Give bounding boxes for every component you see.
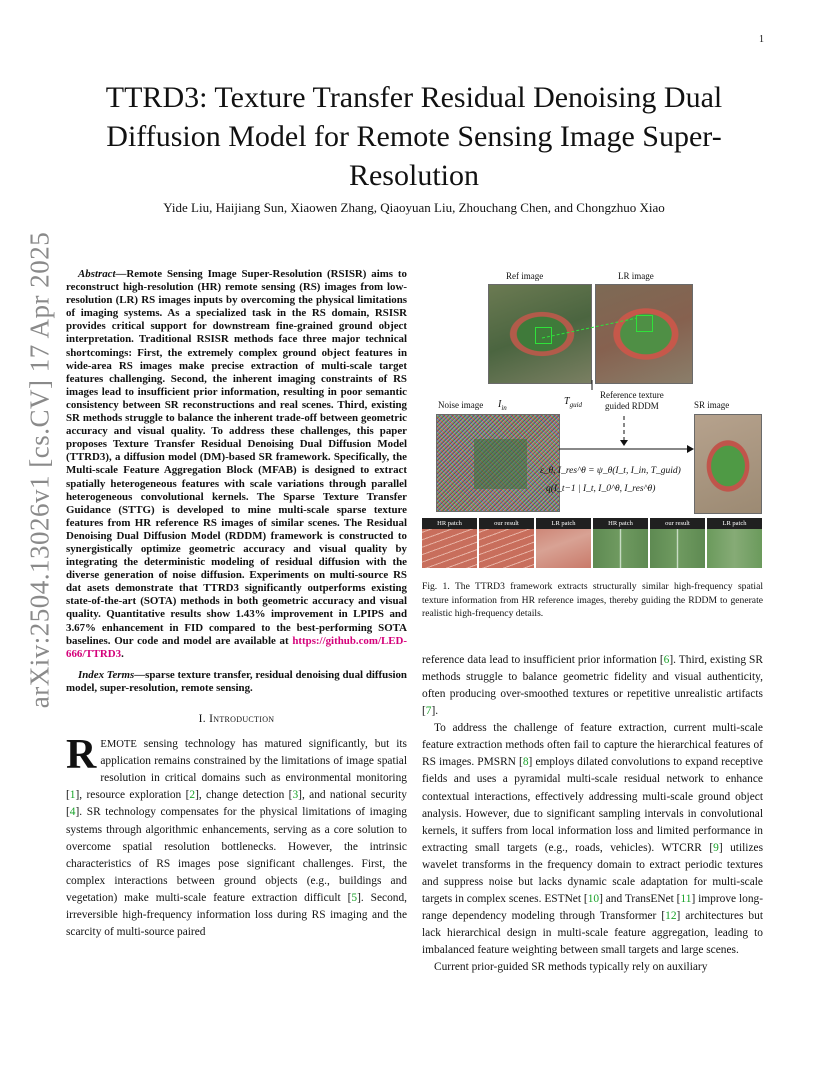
figure-caption: Fig. 1. The TTRD3 framework extracts structurally similar high-frequency spatial texture information from HR reference images, thereby guiding the RDDM to generate realistic high-frequency details.: [422, 581, 763, 620]
ref-texture-line-1: Reference texture: [600, 390, 664, 400]
sr-image: [694, 414, 762, 514]
citation-link[interactable]: 5: [351, 891, 358, 904]
patch-label-3: LR patch: [536, 518, 591, 529]
patch-6: [707, 518, 762, 568]
patch-link-line: [542, 318, 637, 338]
page-number: 1: [759, 34, 764, 45]
intro-paragraph-2: [422, 720, 763, 959]
t-guid-subscript: guid: [569, 401, 583, 409]
citation-link[interactable]: 1: [69, 789, 76, 802]
patch-label-1: HR patch: [422, 518, 477, 529]
patch-5: [650, 518, 705, 568]
citation-link[interactable]: 2: [189, 789, 196, 802]
index-terms-text: —sparse texture transfer, residual denoising dual diffusion model, super-resolution, remote sensing.: [66, 668, 407, 694]
intro-paragraph-1-text: [66, 732, 408, 939]
small-caps-lead: EMOTE: [100, 739, 137, 751]
guidance-arrowhead: [620, 440, 628, 446]
equation-2: q(I_t−1 | I_t, I_0^θ, I_res^θ): [546, 484, 656, 494]
body-text: ], resource exploration [: [75, 789, 190, 802]
citation-link[interactable]: 9: [713, 841, 719, 854]
equation-1: ε_θ, I_res^θ = ψ_θ(I_t, I_in, T_guid): [540, 466, 681, 476]
body-text: To address the challenge of feature extraction, current multi-scale feature extraction methods often fail to capture the hierarchical features of RS images. PMSRN [: [422, 722, 763, 769]
i-in-subscript: in: [501, 404, 507, 412]
index-terms: [66, 669, 407, 695]
paper-title: TTRD3: Texture Transfer Residual Denoising Dual Diffusion Model for Remote Sensing Image Super-Resolution: [105, 81, 723, 192]
patch-3: [536, 518, 591, 568]
section-number: I.: [198, 713, 206, 725]
i-in-symbol: I: [498, 399, 502, 410]
citation-link[interactable]: 10: [587, 893, 600, 906]
citation-link[interactable]: 8: [522, 756, 529, 769]
figure-1: [422, 268, 763, 568]
body-text: ] employs dilated convolutions to expand receptive fields and uses a pyramidal multi-scale residual network to enhance contextual interactions, effectively addressing multi-scale ground object analysis. However, due to significant sampling intervals in convolutional kernels, it suffers from local information loss and limited performance in extracting small targets (e.g., roads, vehicles). WTCRR [: [422, 756, 763, 854]
author-list: Yide Liu, Haijiang Sun, Xiaowen Zhang, Qiaoyuan Liu, Zhouchang Chen, and Chongzhuo Xiao: [163, 200, 665, 215]
body-text: ].: [431, 705, 439, 718]
body-text: ] utilizes wavelet transforms in the frequency domain to extract periodic textures and suppress noise but lacks dynamic scale adaptation for multi-scale targets in complex scenes. ESTNet [: [422, 841, 763, 906]
body-text: sensing technology has matured significantly, but its application remains constrained by the limitations of image spatial resolution in critical domains such as environmental monitoring [: [66, 738, 407, 802]
body-text: ]. Second, irreversible high-frequency information loss during RS imaging and the scarcity of multi-source paired: [66, 891, 408, 939]
patch-2: [479, 518, 534, 568]
section-title: Introduction: [209, 713, 275, 725]
t-guid-symbol: T: [564, 396, 570, 407]
patch-label-6: LR patch: [707, 518, 762, 529]
patch-label-4: HR patch: [593, 518, 648, 529]
body-text: ] architectures but lack hierarchical design in multi-scale feature aggregation, leading to imbalanced feature weighting between small targets and large scenes.: [422, 910, 763, 957]
body-text: ] improve long-range dependency modeling through Transformer [: [422, 893, 764, 923]
citation-link[interactable]: 12: [665, 910, 677, 923]
label-noise-image: Noise image: [438, 400, 484, 410]
body-text: ], and national security [: [66, 789, 407, 819]
body-text: ]. SR technology compensates for the physical limitations of imaging systems through algorithmic enhancements, serving as a core solution to overcome spatial resolution bottlenecks. However, the intrinsic characteristics of RS images pose significant challenges. First, the complex interactions between ground objects (e.g., buildings and vegetation) make multi-scale feature extraction difficult [: [66, 806, 407, 904]
label-sr-image: SR image: [694, 400, 730, 410]
abstract-text: —Remote Sensing Image Super-Resolution (RSISR) aims to reconstruct high-resolution (HR) remote sensing (RS) images from low-resolution (LR) RS images inputs by overcoming the physical limitations of imaging systems. As a specialized task in the RS domain, RSISR provides critical support for downstream fine-grained ground object interpretation. Traditional RSISR methods face three major technical shortcomings: First, the extremely complex ground object features in wide-area RS images make precise extraction of multi-scale target features challenging. Second, the inherent imaging constraints of RS images lead to insufficient prior information, resulting in poor semantic consistency between SR reconstructions and real scenes. Third, existing SR methods struggle to balance the inherent trade-off between geometric accuracy and visual quality. To address these challenges, this paper proposes Texture Transfer Residual Denoising Dual Diffusion Model (TTRD3), a diffusion model (DM)-based SR framework. Specifically, the Multi-scale Feature Aggregation Block (MFAB) is designed to extract spatially heterogeneous features with scale variations through parallel heterogeneous convolutional kernels. The Sparse Texture Transfer Guidance (STTG) is developed to mine multi-scale sparse texture features from HR reference RS images of similar scenes. The Residual Denoising Dual Diffusion Model (RDDM) framework is constructed to synergistically optimize geometric accuracy and visual quality by integrating the deterministic modeling of residual diffusion with the diverse generation of noise diffusion. Experiments on multi-source RS dat asets demonstrate that TTRD3 significantly outperforms existing state-of-the-art (SOTA) methods in both geometric accuracy and visual quality. Quantitative results show 1.43% improvement in LPIPS and 3.67% enhancement in FID compared to the best-performing SOTA baselines. Our code and model are available at: [66, 268, 407, 647]
intro-paragraph-3: [422, 959, 763, 976]
patch-1: [422, 518, 477, 568]
right-column: [422, 268, 763, 977]
patch-label-5: our result: [650, 518, 705, 529]
section-heading: [66, 713, 407, 726]
abstract: [66, 268, 407, 661]
abstract-end: .: [121, 647, 124, 660]
drop-cap: R: [66, 732, 97, 779]
index-terms-lead: Index Terms: [78, 668, 135, 681]
citation-link[interactable]: 3: [292, 789, 299, 802]
label-lr-image: LR image: [618, 271, 654, 281]
left-column: [66, 268, 407, 941]
intro-paragraph-1: [66, 732, 408, 941]
citation-link[interactable]: 6: [663, 653, 670, 666]
body-text: Current prior-guided SR methods typically rely on auxiliary: [434, 961, 708, 974]
body-text: reference data lead to insufficient prior information [: [422, 653, 664, 666]
citation-link[interactable]: 4: [69, 806, 76, 819]
patch-4: [593, 518, 648, 568]
ref-texture-line-2: guided RDDM: [604, 401, 659, 411]
abstract-lead: Abstract: [78, 268, 116, 280]
body-text: ], change detection [: [195, 789, 293, 802]
code-link[interactable]: https://github.com/LED-666/TTRD3: [66, 634, 407, 660]
body-text: ]. Third, existing SR methods struggle to balance geometric fidelity and visual authenticity, often producing over-smoothed textures or repetitive unrealistic artifacts [: [422, 653, 763, 718]
label-ref-image: Ref image: [506, 271, 544, 281]
arxiv-identifier: arXiv:2504.13026v1 [cs.CV] 17 Apr 2025: [24, 231, 55, 709]
citation-link[interactable]: 7: [425, 705, 432, 718]
flow-arrowhead: [687, 445, 694, 453]
patch-label-2: our result: [479, 518, 534, 529]
body-text: ] and TransENet [: [599, 893, 681, 906]
citation-link[interactable]: 11: [680, 893, 692, 906]
intro-paragraph-continued: [422, 652, 763, 720]
